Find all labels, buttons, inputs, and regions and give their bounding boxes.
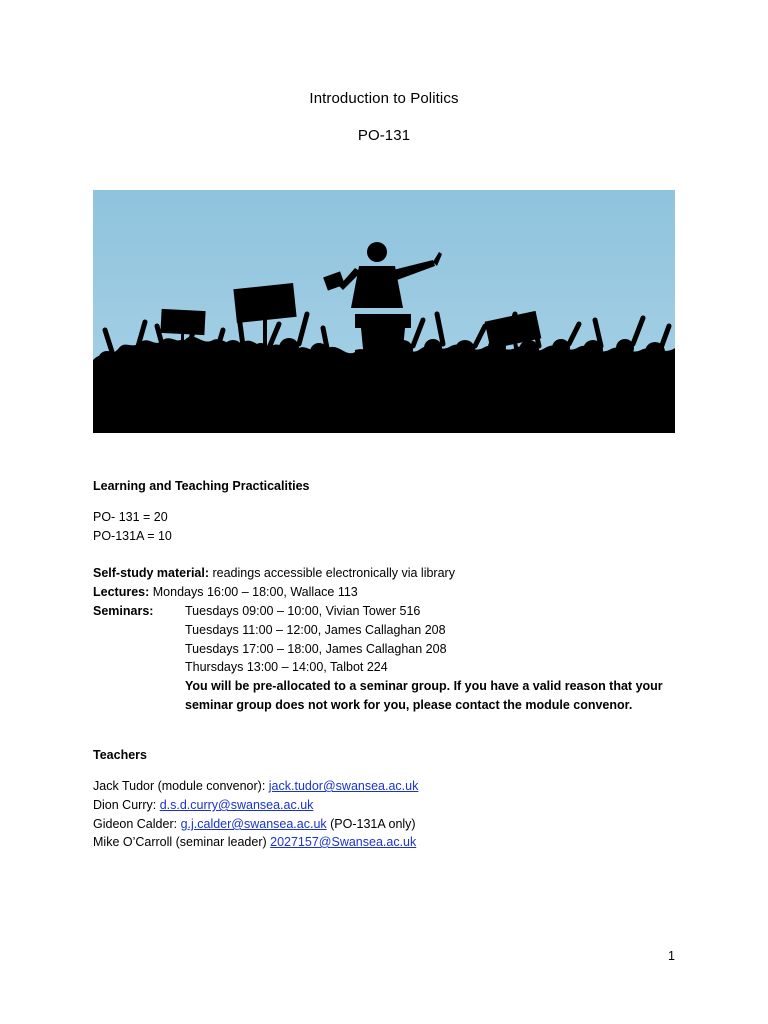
seminar-note: You will be pre-allocated to a seminar group. If you have a valid reason that your — [185, 679, 663, 693]
module-code: PO-131 — [357, 127, 411, 144]
section-heading-practicalities: Learning and Teaching Practicalities — [93, 479, 310, 493]
lectures-label: Lectures: — [93, 585, 150, 599]
credits-po131a: PO-131A = 10 — [93, 529, 172, 543]
teacher-email-link[interactable]: jack.tudor@swansea.ac.uk — [268, 779, 419, 793]
teacher-row — [93, 798, 313, 813]
teacher-name: Jack Tudor (module convenor): — [93, 779, 269, 793]
teacher-name: Dion Curry: — [93, 798, 160, 812]
teacher-row — [93, 779, 418, 794]
document-title: Introduction to Politics — [309, 90, 459, 107]
seminar-note: seminar group does not work for you, please contact the module convenor. — [185, 698, 633, 712]
rally-crowd-speaker-image — [93, 190, 675, 433]
seminar-slot: Tuesdays 17:00 – 18:00, James Callaghan 208 — [185, 642, 447, 656]
teacher-note: (PO-131A only) — [326, 817, 416, 831]
self-study-label: Self-study material: — [93, 566, 210, 580]
self-study-value: readings accessible electronically via library — [209, 566, 455, 580]
seminar-slot: Tuesdays 09:00 – 10:00, Vivian Tower 516 — [185, 604, 421, 618]
seminar-slot: Tuesdays 11:00 – 12:00, James Callaghan 208 — [185, 623, 446, 637]
self-study-row — [93, 566, 455, 581]
teacher-email-link[interactable]: 2027157@Swansea.ac.uk — [270, 835, 417, 849]
teacher-email-link[interactable]: g.j.calder@swansea.ac.uk — [180, 817, 327, 831]
seminars-label: Seminars: — [93, 604, 154, 618]
page-number: 1 — [668, 949, 675, 963]
teacher-name: Mike O’Carroll (seminar leader) — [93, 835, 271, 849]
teacher-row — [93, 817, 416, 832]
lectures-value: Mondays 16:00 – 18:00, Wallace 113 — [149, 585, 358, 599]
section-heading-teachers: Teachers — [93, 748, 147, 762]
lectures-row — [93, 585, 358, 600]
credits-po131: PO- 131 = 20 — [93, 510, 168, 524]
teacher-name: Gideon Calder: — [93, 817, 181, 831]
teacher-email-link[interactable]: d.s.d.curry@swansea.ac.uk — [159, 798, 314, 812]
teacher-row — [93, 835, 416, 850]
seminar-slot: Thursdays 13:00 – 14:00, Talbot 224 — [185, 660, 388, 674]
